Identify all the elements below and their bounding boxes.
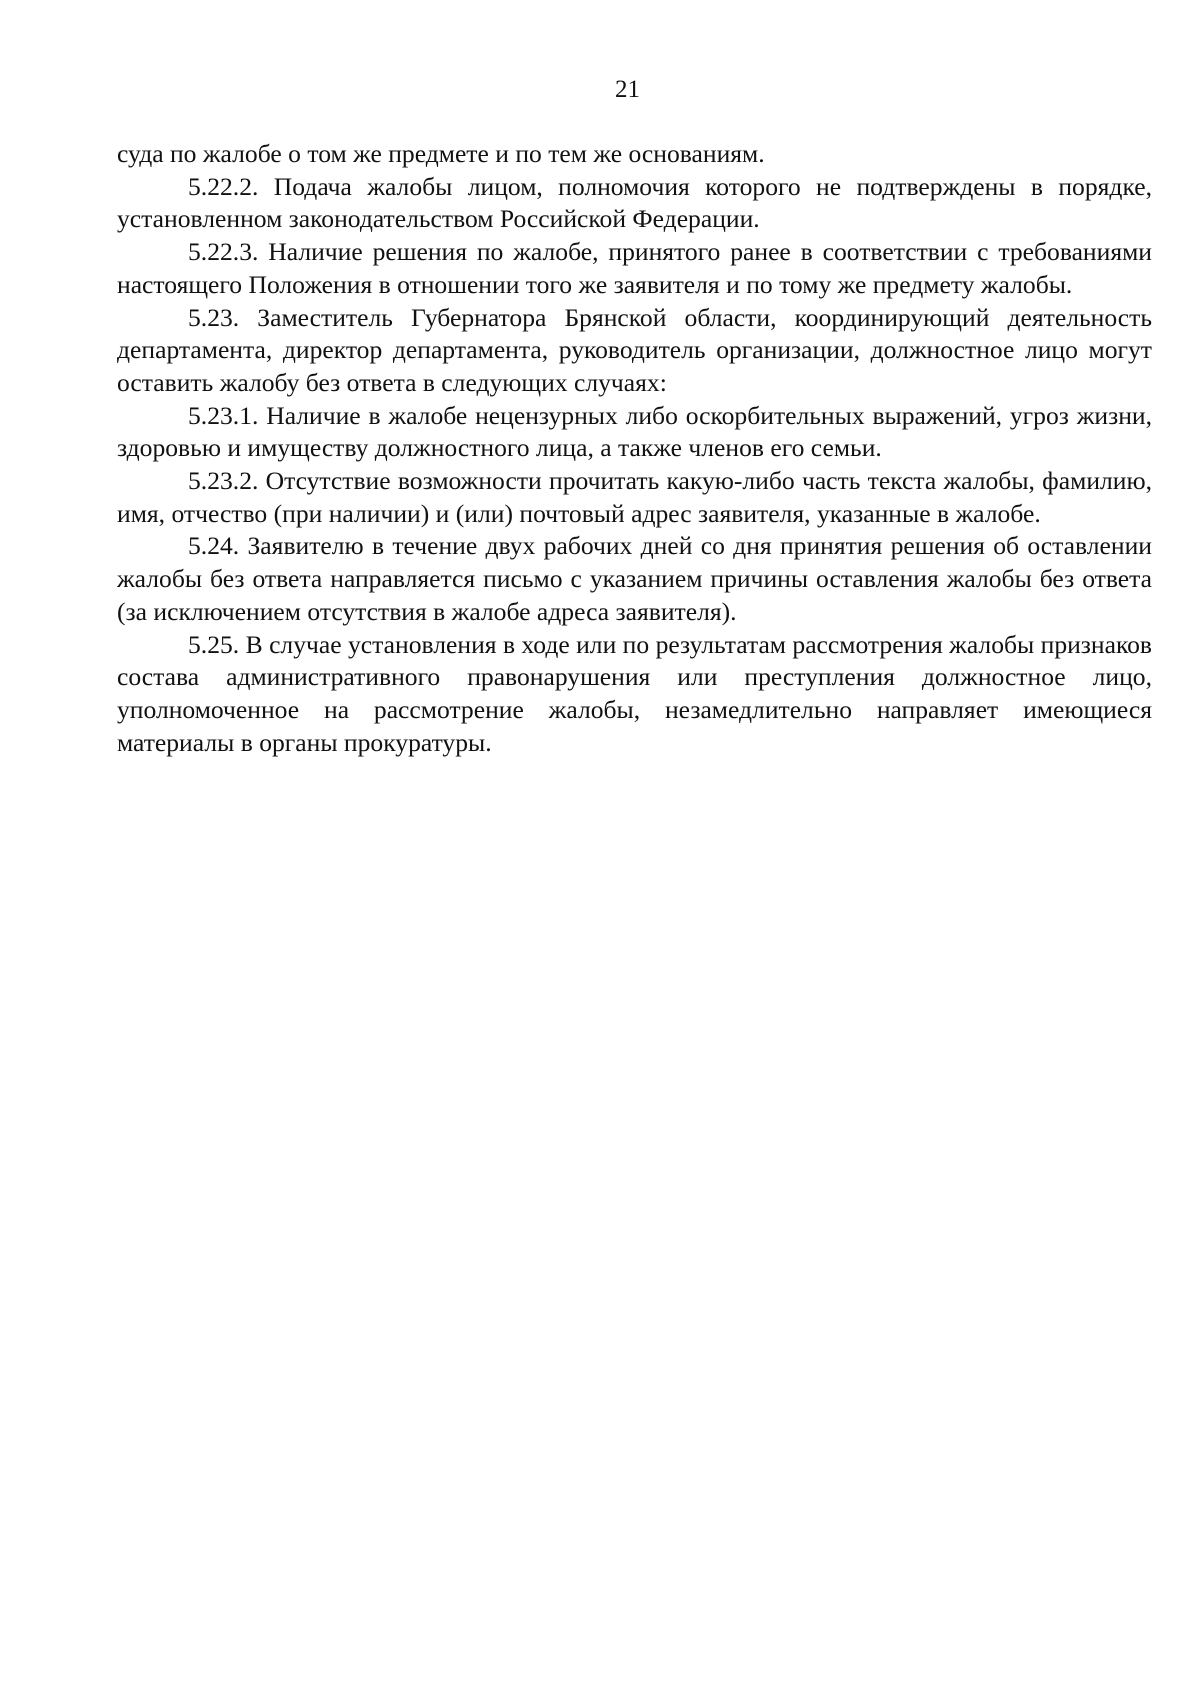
paragraph-5-25: 5.25. В случае установления в ходе или по результатам рассмотрения жалобы признаков состава административного правонарушения или преступления должностное лицо, уполномоченное на рассмотрение жалобы, незамедлительно направляет имеющиеся материалы в органы прокуратуры. bbox=[117, 629, 1152, 757]
page-number: 21 bbox=[615, 76, 640, 103]
paragraph-5-23-1: 5.23.1. Наличие в жалобе нецензурных либо оскорбительных выражений, угроз жизни, здоровью и имуществу должностного лица, а также членов его семьи. bbox=[117, 400, 1152, 463]
paragraph-5-22-3: 5.22.3. Наличие решения по жалобе, принятого ранее в соответствии с требованиями настоящего Положения в отношении того же заявителя и по тому же предмету жалобы. bbox=[117, 237, 1152, 299]
paragraph-continuation: суда по жалобе о том же предмете и по тем же основаниям. bbox=[117, 139, 765, 168]
paragraph-5-24: 5.24. Заявителю в течение двух рабочих дней со дня принятия решения об оставлении жалобы без ответа направляется письмо с указанием причины оставления жалобы без ответа (за исключением отсутствия в жалобе адреса заявителя). bbox=[117, 531, 1152, 626]
document-body bbox=[117, 138, 1152, 759]
paragraph-5-23-2: 5.23.2. Отсутствие возможности прочитать какую-либо часть текста жалобы, фамилию, имя, отчество (при наличии) и (или) почтовый адрес заявителя, указанные в жалобе. bbox=[117, 466, 1152, 528]
paragraph-5-22-2: 5.22.2. Подача жалобы лицом, полномочия которого не подтверждены в порядке, установленном законодательством Российской Федерации. bbox=[117, 171, 1152, 234]
paragraph-5-23: 5.23. Заместитель Губернатора Брянской области, координирующий деятельность департамента, директор департамента, руководитель организации, должностное лицо могут оставить жалобу без ответа в следующих случаях: bbox=[117, 302, 1152, 397]
